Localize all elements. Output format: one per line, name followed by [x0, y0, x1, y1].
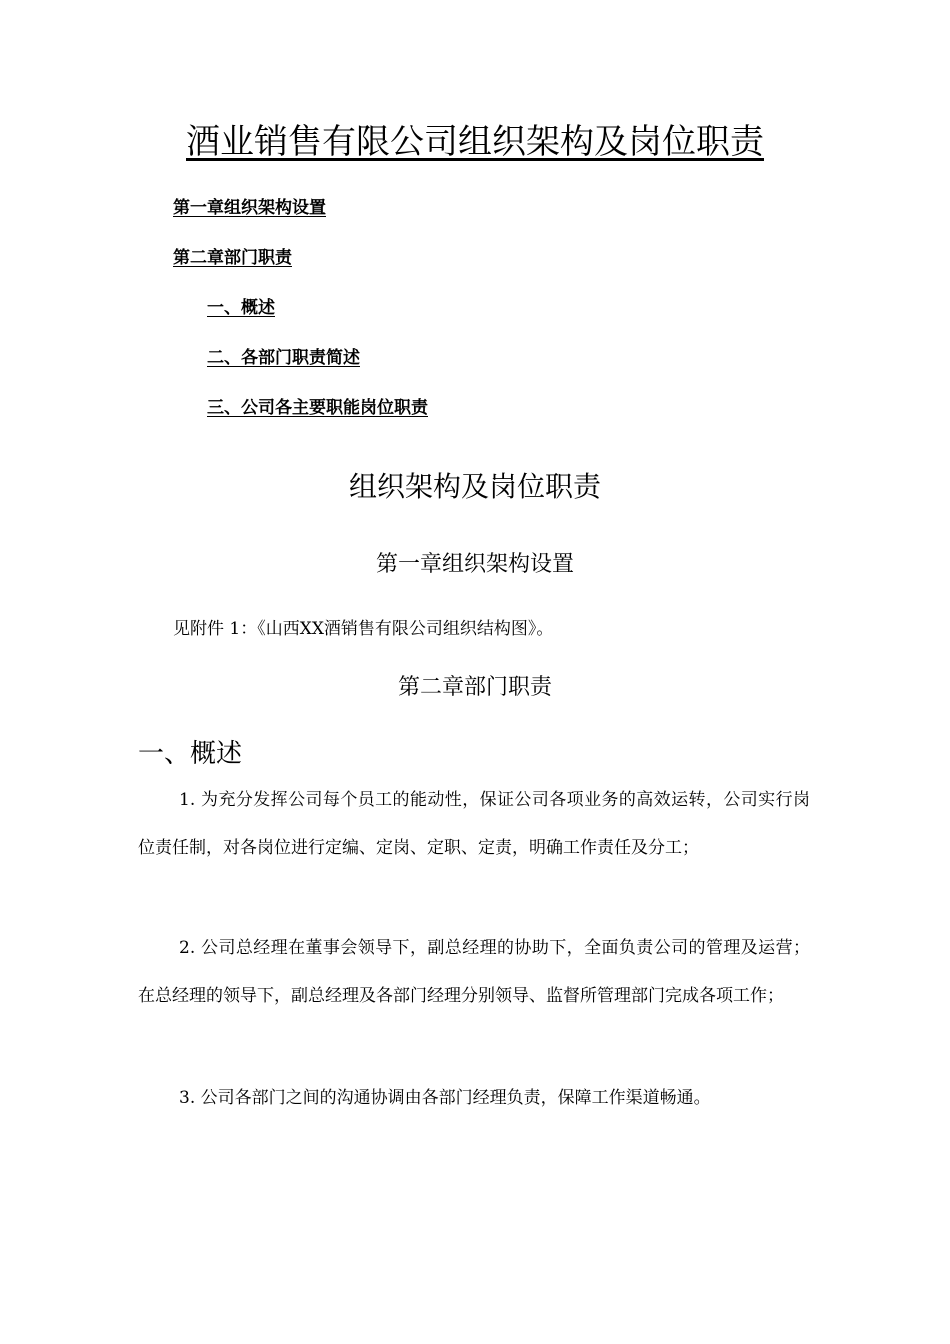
toc-link-chapter2[interactable]: 第二章部门职责 [173, 248, 292, 268]
toc-link-position-duties[interactable]: 三、公司各主要职能岗位职责 [207, 398, 428, 418]
overview-paragraph-2: 2. 公司总经理在董事会领导下，副总经理的协助下，全面负责公司的管理及运营；在总经理的领导下，副总经理及各部门经理分别领导、监督所管理部门完成各项工作； [138, 938, 810, 1006]
toc-link-overview[interactable]: 一、概述 [207, 298, 275, 318]
overview-paragraph-3: 3. 公司各部门之间的沟通协调由各部门经理负责，保障工作渠道畅通。 [179, 1088, 711, 1108]
overview-heading: 一、概述 [138, 739, 243, 769]
toc-link-department-duties[interactable]: 二、各部门职责简述 [207, 348, 360, 368]
chapter2-heading: 第二章部门职责 [397, 675, 552, 700]
main-heading: 组织架构及岗位职责 [348, 470, 601, 503]
overview-paragraph-1: 1. 为充分发挥公司每个员工的能动性，保证公司各项业务的高效运转，公司实行岗位责任制，对各岗位进行定编、定岗、定职、定责，明确工作责任及分工； [138, 790, 810, 858]
toc-link-chapter1[interactable]: 第一章组织架构设置 [173, 198, 326, 218]
document-title: 酒业销售有限公司组织架构及岗位职责 [186, 122, 764, 162]
chapter1-heading: 第一章组织架构设置 [375, 552, 574, 577]
attachment-reference: 见附件 1：《山西XX酒销售有限公司组织结构图》。 [173, 619, 554, 639]
